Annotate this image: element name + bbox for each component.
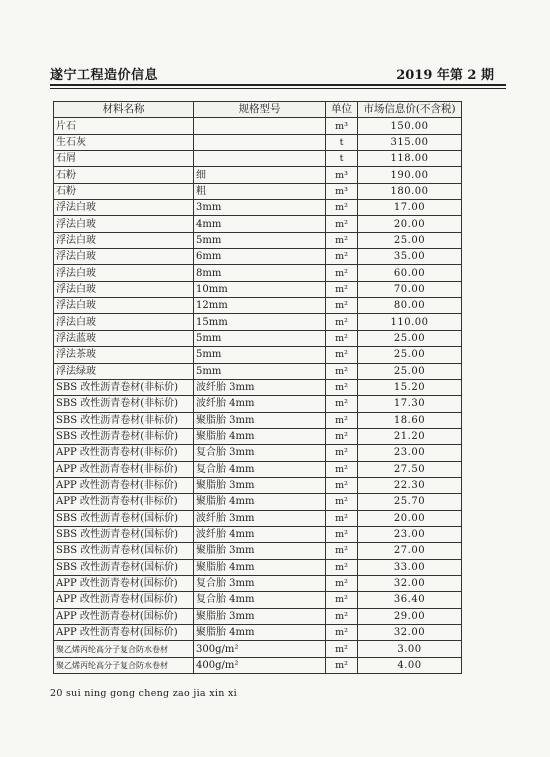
- price-cell: 25.70: [358, 494, 462, 510]
- unit-cell: m³: [326, 183, 358, 199]
- spec-cell: 复合胎 4mm: [194, 461, 326, 477]
- material-name-cell: 石粉: [54, 167, 194, 183]
- unit-cell: m³: [326, 167, 358, 183]
- spec-cell: 6mm: [194, 249, 326, 265]
- material-name-cell: 浮法绿玻: [54, 363, 194, 379]
- unit-cell: t: [326, 151, 358, 167]
- table-row: [54, 249, 462, 265]
- unit-cell: m²: [326, 543, 358, 559]
- spec-cell: [194, 151, 326, 167]
- price-cell: 21.20: [358, 428, 462, 444]
- price-cell: 315.00: [358, 134, 462, 150]
- page-footer: 20 sui ning gong cheng zao jia xin xi: [50, 688, 237, 699]
- material-name-cell: SBS 改性沥青卷材(非标价): [54, 379, 194, 395]
- column-header-material: 材料名称: [54, 102, 194, 118]
- material-name-cell: 石屑: [54, 151, 194, 167]
- price-cell: 15.20: [358, 379, 462, 395]
- table-row: [54, 657, 462, 673]
- spec-cell: 粗: [194, 183, 326, 199]
- material-name-cell: 浮法白玻: [54, 216, 194, 232]
- unit-cell: m²: [326, 641, 358, 657]
- material-name-cell: SBS 改性沥青卷材(国标价): [54, 510, 194, 526]
- unit-cell: m²: [326, 526, 358, 542]
- unit-cell: m²: [326, 216, 358, 232]
- spec-cell: 波纤胎 4mm: [194, 526, 326, 542]
- table-row: [54, 428, 462, 444]
- table-row: [54, 167, 462, 183]
- spec-cell: 聚脂胎 3mm: [194, 477, 326, 493]
- table-row: [54, 216, 462, 232]
- material-name-cell: APP 改性沥青卷材(非标价): [54, 445, 194, 461]
- price-cell: 18.60: [358, 412, 462, 428]
- material-name-cell: 浮法白玻: [54, 281, 194, 297]
- material-name-cell: APP 改性沥青卷材(非标价): [54, 477, 194, 493]
- unit-cell: t: [326, 134, 358, 150]
- unit-cell: m²: [326, 200, 358, 216]
- price-cell: 110.00: [358, 314, 462, 330]
- unit-cell: m²: [326, 477, 358, 493]
- spec-cell: 12mm: [194, 298, 326, 314]
- unit-cell: m²: [326, 347, 358, 363]
- unit-cell: m²: [326, 265, 358, 281]
- material-name-cell: 浮法茶玻: [54, 347, 194, 363]
- price-cell: 22.30: [358, 477, 462, 493]
- table-row: [54, 183, 462, 199]
- material-name-cell: 浮法白玻: [54, 200, 194, 216]
- material-name-cell: SBS 改性沥青卷材(国标价): [54, 559, 194, 575]
- table-row: [54, 592, 462, 608]
- spec-cell: 8mm: [194, 265, 326, 281]
- unit-cell: m²: [326, 657, 358, 673]
- table-row: [54, 625, 462, 641]
- price-cell: 35.00: [358, 249, 462, 265]
- unit-cell: m²: [326, 461, 358, 477]
- unit-cell: m³: [326, 118, 358, 134]
- unit-cell: m²: [326, 232, 358, 248]
- spec-cell: 细: [194, 167, 326, 183]
- material-name-cell: SBS 改性沥青卷材(非标价): [54, 412, 194, 428]
- price-cell: 3.00: [358, 641, 462, 657]
- price-cell: 25.00: [358, 363, 462, 379]
- spec-cell: 复合胎 4mm: [194, 592, 326, 608]
- table-row: [54, 314, 462, 330]
- unit-cell: m²: [326, 396, 358, 412]
- price-cell: 60.00: [358, 265, 462, 281]
- unit-cell: m²: [326, 608, 358, 624]
- column-header-unit: 单位: [326, 102, 358, 118]
- column-header-price: 市场信息价(不含税): [358, 102, 462, 118]
- unit-cell: m²: [326, 592, 358, 608]
- table-row: [54, 526, 462, 542]
- spec-cell: 聚脂胎 4mm: [194, 559, 326, 575]
- unit-cell: m²: [326, 625, 358, 641]
- price-cell: 25.00: [358, 347, 462, 363]
- price-cell: 118.00: [358, 151, 462, 167]
- spec-cell: 15mm: [194, 314, 326, 330]
- unit-cell: m²: [326, 281, 358, 297]
- unit-cell: m²: [326, 445, 358, 461]
- column-header-spec: 规格型号: [194, 102, 326, 118]
- price-cell: 23.00: [358, 526, 462, 542]
- spec-cell: 聚脂胎 4mm: [194, 625, 326, 641]
- table-row: [54, 461, 462, 477]
- material-name-cell: 石粉: [54, 183, 194, 199]
- header-divider-thin: [50, 88, 506, 89]
- price-cell: 25.00: [358, 330, 462, 346]
- price-cell: 20.00: [358, 216, 462, 232]
- table-row: [54, 641, 462, 657]
- table-row: [54, 412, 462, 428]
- table-row: [54, 559, 462, 575]
- unit-cell: m²: [326, 575, 358, 591]
- price-cell: 70.00: [358, 281, 462, 297]
- spec-cell: 5mm: [194, 363, 326, 379]
- spec-cell: 聚脂胎 3mm: [194, 608, 326, 624]
- material-name-cell: SBS 改性沥青卷材(国标价): [54, 526, 194, 542]
- price-cell: 27.50: [358, 461, 462, 477]
- material-name-cell: 浮法白玻: [54, 232, 194, 248]
- spec-cell: 聚脂胎 4mm: [194, 494, 326, 510]
- table-row: [54, 347, 462, 363]
- material-name-cell: 浮法白玻: [54, 249, 194, 265]
- table-row: [54, 265, 462, 281]
- table-row: [54, 379, 462, 395]
- material-name-cell: 聚乙烯丙纶高分子复合防水卷材: [54, 641, 194, 657]
- table-row: [54, 200, 462, 216]
- unit-cell: m²: [326, 510, 358, 526]
- unit-cell: m²: [326, 330, 358, 346]
- table-row: [54, 396, 462, 412]
- price-cell: 23.00: [358, 445, 462, 461]
- price-cell: 29.00: [358, 608, 462, 624]
- table-row: [54, 510, 462, 526]
- table-row: [54, 281, 462, 297]
- table-row: [54, 298, 462, 314]
- spec-cell: 300g/m²: [194, 641, 326, 657]
- material-name-cell: 浮法白玻: [54, 265, 194, 281]
- material-name-cell: SBS 改性沥青卷材(国标价): [54, 543, 194, 559]
- unit-cell: m²: [326, 428, 358, 444]
- table-row: [54, 232, 462, 248]
- price-cell: 80.00: [358, 298, 462, 314]
- material-name-cell: 浮法白玻: [54, 314, 194, 330]
- spec-cell: 复合胎 3mm: [194, 445, 326, 461]
- spec-cell: 5mm: [194, 330, 326, 346]
- table-row: [54, 575, 462, 591]
- table-row: [54, 543, 462, 559]
- material-name-cell: 生石灰: [54, 134, 194, 150]
- price-table: [53, 101, 462, 674]
- unit-cell: m²: [326, 559, 358, 575]
- table-row: [54, 118, 462, 134]
- price-cell: 17.30: [358, 396, 462, 412]
- spec-cell: 波纤胎 3mm: [194, 510, 326, 526]
- material-name-cell: APP 改性沥青卷材(国标价): [54, 575, 194, 591]
- price-cell: 20.00: [358, 510, 462, 526]
- table-row: [54, 445, 462, 461]
- spec-cell: 波纤胎 4mm: [194, 396, 326, 412]
- spec-cell: 聚脂胎 3mm: [194, 412, 326, 428]
- price-cell: 25.00: [358, 232, 462, 248]
- material-name-cell: 聚乙烯丙纶高分子复合防水卷材: [54, 657, 194, 673]
- spec-cell: 波纤胎 3mm: [194, 379, 326, 395]
- unit-cell: m²: [326, 298, 358, 314]
- table-body: [54, 118, 462, 674]
- price-cell: 36.40: [358, 592, 462, 608]
- price-cell: 17.00: [358, 200, 462, 216]
- spec-cell: 3mm: [194, 200, 326, 216]
- unit-cell: m²: [326, 412, 358, 428]
- price-cell: 190.00: [358, 167, 462, 183]
- table-row: [54, 151, 462, 167]
- material-name-cell: SBS 改性沥青卷材(非标价): [54, 396, 194, 412]
- spec-cell: 10mm: [194, 281, 326, 297]
- table-row: [54, 477, 462, 493]
- spec-cell: [194, 134, 326, 150]
- spec-cell: 5mm: [194, 347, 326, 363]
- price-cell: 32.00: [358, 625, 462, 641]
- table-row: [54, 608, 462, 624]
- spec-cell: 5mm: [194, 232, 326, 248]
- unit-cell: m²: [326, 249, 358, 265]
- unit-cell: m²: [326, 494, 358, 510]
- unit-cell: m²: [326, 363, 358, 379]
- spec-cell: 400g/m²: [194, 657, 326, 673]
- table-row: [54, 363, 462, 379]
- material-name-cell: SBS 改性沥青卷材(非标价): [54, 428, 194, 444]
- price-cell: 150.00: [358, 118, 462, 134]
- publication-title: 遂宁工程造价信息: [50, 68, 159, 83]
- spec-cell: 4mm: [194, 216, 326, 232]
- material-name-cell: 浮法蓝玻: [54, 330, 194, 346]
- header-divider: [50, 84, 506, 86]
- table-row: [54, 134, 462, 150]
- unit-cell: m²: [326, 379, 358, 395]
- table-row: [54, 330, 462, 346]
- price-cell: 27.00: [358, 543, 462, 559]
- spec-cell: [194, 118, 326, 134]
- material-name-cell: APP 改性沥青卷材(非标价): [54, 461, 194, 477]
- spec-cell: 聚脂胎 4mm: [194, 428, 326, 444]
- issue-number: 2019 年第 2 期: [396, 68, 494, 83]
- material-name-cell: APP 改性沥青卷材(国标价): [54, 625, 194, 641]
- spec-cell: 聚脂胎 3mm: [194, 543, 326, 559]
- material-name-cell: APP 改性沥青卷材(国标价): [54, 608, 194, 624]
- price-cell: 32.00: [358, 575, 462, 591]
- material-name-cell: 浮法白玻: [54, 298, 194, 314]
- price-cell: 33.00: [358, 559, 462, 575]
- material-name-cell: APP 改性沥青卷材(国标价): [54, 592, 194, 608]
- price-cell: 4.00: [358, 657, 462, 673]
- material-name-cell: APP 改性沥青卷材(非标价): [54, 494, 194, 510]
- spec-cell: 复合胎 3mm: [194, 575, 326, 591]
- material-name-cell: 片石: [54, 118, 194, 134]
- unit-cell: m²: [326, 314, 358, 330]
- table-row: [54, 494, 462, 510]
- table-header-row: [54, 102, 462, 118]
- price-cell: 180.00: [358, 183, 462, 199]
